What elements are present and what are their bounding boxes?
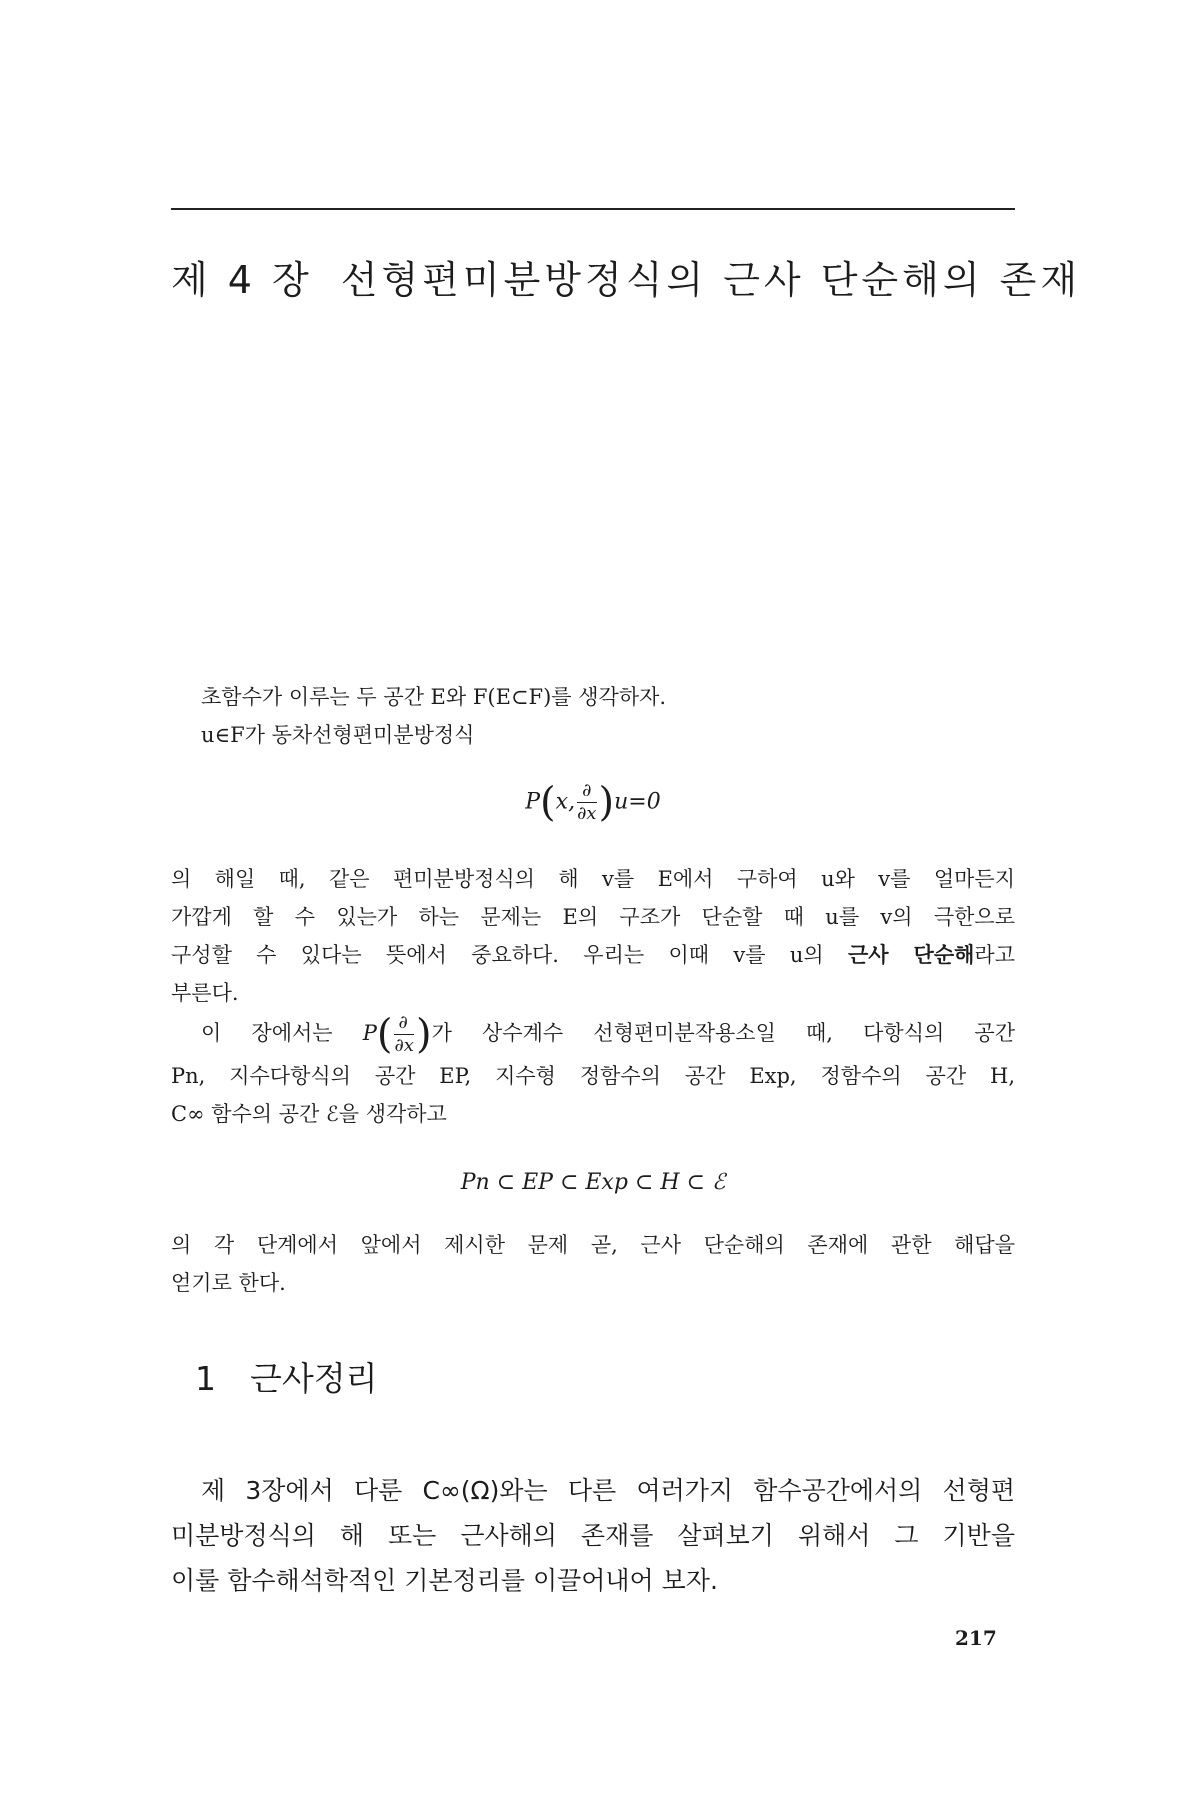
text-segment: 이 장에서는 — [201, 1021, 333, 1045]
equation-space-inclusion — [171, 1170, 1015, 1195]
body-paragraph-4 — [171, 1226, 1015, 1302]
chapter-number: 제 4 장 — [171, 258, 313, 303]
intro-paragraph — [171, 678, 1015, 754]
equation-homogeneous-pde — [171, 780, 1015, 825]
left-paren: ( — [376, 1011, 393, 1058]
body-paragraph-5 — [171, 1468, 1015, 1603]
text-line-with-operator — [171, 1010, 1015, 1057]
operator-symbol: P — [525, 789, 541, 815]
section-number: 1 — [195, 1359, 216, 1398]
partial-derivative-fraction — [394, 1012, 413, 1057]
text-line: C∞ 함수의 공간 ℰ을 생각하고 — [171, 1102, 447, 1126]
fraction-numerator: ∂ — [394, 1012, 413, 1035]
intro-line-1: 초함수가 이루는 두 공간 E와 F(E⊂F)를 생각하자. — [201, 685, 667, 709]
text-line: 얻기로 한다. — [171, 1271, 286, 1295]
equation-arg-x: x, — [555, 789, 576, 815]
right-paren: ) — [415, 1011, 432, 1058]
text-line: Pn, 지수다항식의 공간 EP, 지수형 정함수의 공간 Exp, 정함수의 공간 H, — [171, 1064, 1015, 1088]
body-paragraph-2 — [171, 860, 1015, 1012]
equation-rhs: u=0 — [614, 789, 661, 815]
text-line: 제 3장에서 다룬 C∞(Ω)와는 다른 여러가지 함수공간에서의 선형편 — [201, 1476, 1015, 1505]
chapter-heading — [171, 249, 1082, 304]
fraction-denominator: ∂x — [577, 803, 597, 824]
body-paragraph-3 — [171, 1010, 1015, 1133]
right-paren: ) — [598, 779, 615, 826]
text-line: 이룰 함수해석학적인 기본정리를 이끌어내어 보자. — [171, 1566, 718, 1595]
chapter-title-text: 선형편미분방정식의 근사 단순해의 존재 — [340, 258, 1082, 303]
section-heading — [195, 1353, 378, 1400]
chapter-top-rule — [171, 208, 1015, 210]
operator-symbol: P — [362, 1021, 377, 1045]
text-line: 의 해일 때, 같은 편미분방정식의 해 v를 E에서 구하여 u와 v를 얼마든지 — [171, 867, 1015, 891]
inclusion-chain: Pn ⊂ EP ⊂ Exp ⊂ H ⊂ ℰ — [460, 1170, 726, 1195]
page-number: 217 — [955, 1626, 997, 1650]
left-paren: ( — [540, 779, 556, 826]
text-line-with-emphasis — [171, 936, 1015, 974]
partial-derivative-fraction — [577, 780, 596, 825]
text-segment: 라고 — [974, 943, 1015, 967]
fraction-numerator: ∂ — [577, 780, 596, 803]
emphasized-term: 근사 단순해 — [848, 943, 975, 967]
text-line: 가깝게 할 수 있는가 하는 문제는 E의 구조가 단순할 때 u를 v의 극한으로 — [171, 905, 1015, 929]
text-line: 의 각 단계에서 앞에서 제시한 문제 곧, 근사 단순해의 존재에 관한 해답을 — [171, 1233, 1015, 1257]
intro-line-2: u∈F가 동차선형편미분방정식 — [201, 723, 475, 747]
section-title-text: 근사정리 — [250, 1359, 378, 1398]
text-segment: 가 상수계수 선형편미분작용소일 때, 다항식의 공간 — [431, 1021, 1015, 1045]
text-line: 미분방정식의 해 또는 근사해의 존재를 살펴보기 위해서 그 기반을 — [171, 1521, 1015, 1550]
fraction-denominator: ∂x — [394, 1035, 414, 1056]
text-line: 부른다. — [171, 981, 239, 1005]
text-segment: 구성할 수 있다는 뜻에서 중요하다. 우리는 이때 v를 u의 — [171, 943, 824, 967]
